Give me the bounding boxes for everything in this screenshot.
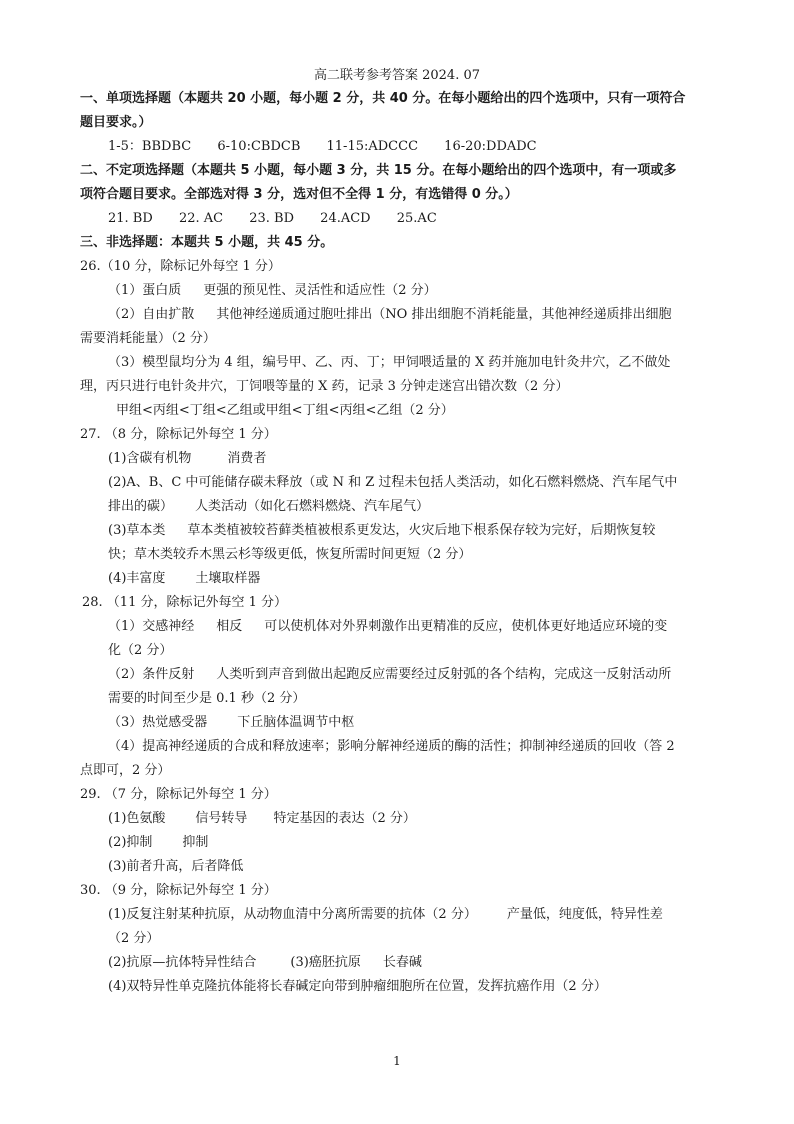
answer-group: 1-5：BBDBC xyxy=(108,139,192,154)
section3-heading: 三、非选择题：本题共 5 小题，共 45 分。 xyxy=(80,235,334,250)
answer-part: (1)含碳有机物 xyxy=(108,451,192,466)
answer-part: （1）交感神经 xyxy=(108,619,195,634)
q26-answer-4: 甲组<丙组<丁组<乙组或甲组<丁组<丙组<乙组（2 分） xyxy=(116,403,454,418)
q28-answer-4: （4）提高神经递质的合成和释放速率；影响分解神经递质的酶的活性；抑制神经递质的回收（答 2 xyxy=(108,739,675,754)
section2-heading-line2: 项符合题目要求。全部选对得 3 分，选对但不全得 1 分，有选错得 0 分。） xyxy=(80,187,518,202)
answer-part: 其他神经递质通过胞吐排出（NO 排出细胞不消耗能量，其他神经递质排出细胞 xyxy=(216,307,672,322)
page-title: 高二联考参考答案 2024. 07 xyxy=(313,68,481,83)
answer-group: 22. AC xyxy=(178,211,224,226)
answer-part: (3)癌胚抗原 xyxy=(290,955,361,970)
q27-answer-3-cont: 快；草木类较乔木黑云杉等级更低，恢复所需时间更短（2 分） xyxy=(108,547,472,562)
q27-answer-2: (2)A、B、C 中可能储存碳未释放（或 N 和 Z 过程未包括人类活动，如化石燃料燃烧、汽车尾气中 xyxy=(108,475,678,490)
answer-part: (2)抑制 xyxy=(108,835,153,850)
answer-part: (1)色氨酸 xyxy=(108,811,166,826)
page-number: 1 xyxy=(393,1054,401,1068)
q30-answer-3: (4)双特异性单克隆抗体能将长春碱定向带到肿瘤细胞所在位置，发挥抗癌作用（2 分） xyxy=(108,979,607,994)
answer-part: 土壤取样器 xyxy=(195,571,261,586)
answer-part: (4)丰富度 xyxy=(108,571,166,586)
section1-heading-line1: 一、单项选择题（本题共 20 小题，每小题 2 分，共 40 分。在每小题给出的四个选项中，只有一项符合 xyxy=(80,91,686,106)
answer-group: 21. BD xyxy=(108,211,153,226)
answer-part: （2）条件反射 xyxy=(108,667,195,682)
q27-heading: 27. （8 分，除标记外每空 1 分） xyxy=(80,427,277,442)
answer-part: 更强的预见性、灵活性和适应性（2 分） xyxy=(203,283,437,298)
answer-part: 下丘脑体温调节中枢 xyxy=(237,715,355,730)
q28-answer-2 xyxy=(108,664,758,686)
q30-heading: 30. （9 分，除标记外每空 1 分） xyxy=(80,883,277,898)
section2-answers xyxy=(108,208,758,230)
q28-answer-1 xyxy=(108,616,758,638)
answer-part: (3)草本类 xyxy=(108,523,166,538)
answer-group: 6-10:CBDCB xyxy=(217,139,301,154)
answer-part: 信号转导 xyxy=(195,811,248,826)
answer-part: （3）热觉感受器 xyxy=(108,715,208,730)
q27-answer-1 xyxy=(108,448,758,470)
answer-part: （2）自由扩散 xyxy=(108,307,195,322)
q26-answer-3: （3）模型鼠均分为 4 组，编号甲、乙、丙、丁；甲饲喂适量的 X 药并施加电针灸井穴，乙不做处 xyxy=(108,355,671,370)
answer-part: 可以使机体对外界刺激作出更精准的反应，使机体更好地适应环境的变 xyxy=(264,619,668,634)
q26-heading: 26.（10 分，除标记外每空 1 分） xyxy=(80,259,281,274)
answer-part: 人类听到声音到做出起跑反应需要经过反射弧的各个结构，完成这一反射活动所 xyxy=(216,667,672,682)
answer-part: 排出的碳） xyxy=(108,499,174,514)
q28-answer-1-cont: 化（2 分） xyxy=(108,643,173,658)
q27-answer-2-cont xyxy=(108,496,758,518)
q26-answer-1 xyxy=(108,280,758,302)
q30-answer-2 xyxy=(108,952,758,974)
q29-answer-1 xyxy=(108,808,758,830)
answer-part: 抑制 xyxy=(182,835,209,850)
answer-part: (1)反复注射某种抗原，从动物血清中分离所需要的抗体（2 分） xyxy=(108,907,477,922)
q26-answer-3-cont: 理，丙只进行电针灸井穴，丁饲喂等量的 X 药，记录 3 分钟走迷宫出错次数（2 分） xyxy=(80,379,569,394)
q27-answer-4 xyxy=(108,568,758,590)
answer-group: 16-20:DDADC xyxy=(444,139,537,154)
q26-answer-2-cont: 需要消耗能量）（2 分） xyxy=(80,331,216,346)
answer-group: 23. BD xyxy=(249,211,295,226)
q29-answer-2 xyxy=(108,832,758,854)
answer-part: 相反 xyxy=(216,619,243,634)
q28-answer-2-cont: 需要的时间至少是 0.1 秒（2 分） xyxy=(108,691,306,706)
q28-answer-4-cont: 点即可，2 分） xyxy=(80,763,171,778)
q28-heading: 28. （11 分，除标记外每空 1 分） xyxy=(82,595,288,610)
q27-answer-3 xyxy=(108,520,758,542)
answer-part: 产量低，纯度低，特异性差 xyxy=(506,907,663,922)
answer-part: 草本类植被较苔藓类植被根系更发达，火灾后地下根系保存较为完好，后期恢复较 xyxy=(187,523,656,538)
answer-part: 长春碱 xyxy=(382,955,422,970)
section1-answers xyxy=(108,136,758,158)
section2-heading-line1: 二、不定项选择题（本题共 5 小题，每小题 3 分，共 15 分。在每小题给出的四个选项中，有一项或多 xyxy=(80,163,677,178)
answer-part: 特定基因的表达（2 分） xyxy=(273,811,416,826)
answer-part: (2)抗原—抗体特异性结合 xyxy=(108,955,257,970)
answer-part: 人类活动（如化石燃料燃烧、汽车尾气） xyxy=(195,499,430,514)
q30-answer-1-cont: （2 分） xyxy=(108,931,160,946)
answer-group: 25.AC xyxy=(396,211,437,226)
answer-part: （1）蛋白质 xyxy=(108,283,182,298)
q30-answer-1 xyxy=(108,904,758,926)
q29-answer-3: (3)前者升高，后者降低 xyxy=(108,859,244,874)
answer-group: 11-15:ADCCC xyxy=(326,139,419,154)
q26-answer-2 xyxy=(108,304,758,326)
section1-heading-line2: 题目要求。） xyxy=(80,115,152,130)
answer-group: 24.ACD xyxy=(320,211,371,226)
q29-heading: 29. （7 分，除标记外每空 1 分） xyxy=(80,787,277,802)
q28-answer-3 xyxy=(108,712,758,734)
answer-part: 消费者 xyxy=(227,451,267,466)
